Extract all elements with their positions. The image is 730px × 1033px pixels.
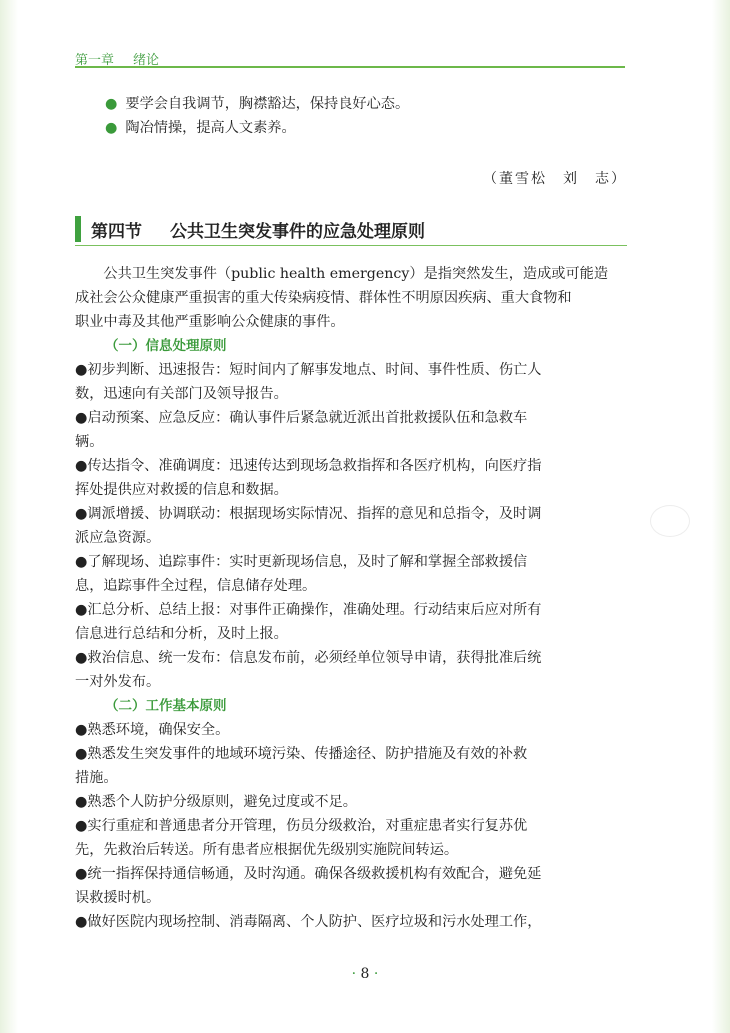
- list-item: ● 陶冶情操，提高人文素养。: [105, 120, 296, 136]
- intro-paragraph: 公共卫生突发事件（public health emergency）是指突然发生，造成或可能造 成社会公众健康严重损害的重大传染病疫情、群体性不明原因疾病、重大食物和 职业中毒及其他严重影响公众健康的事件。: [75, 266, 609, 330]
- section-rule: [75, 245, 627, 246]
- bullet-icon: ●: [75, 722, 88, 738]
- bullet-icon: ●: [75, 458, 88, 474]
- bullet-icon: ●: [75, 914, 88, 930]
- list-item: ●实行重症和普通患者分开管理，伤员分级救治，对重症患者实行复苏优 先，先救治后转送。所有患者应根据优先级别实施院间转运。: [75, 818, 528, 858]
- list-item: ●熟悉发生突发事件的地域环境污染、传播途径、防护措施及有效的补救 措施。: [75, 746, 528, 786]
- bullet-icon: ●: [75, 818, 88, 834]
- bullet-icon: ●: [75, 866, 88, 882]
- bullet-icon: ●: [75, 506, 88, 522]
- section-bar: [75, 216, 81, 242]
- section-title: 公共卫生突发事件的应急处理原则: [170, 222, 425, 242]
- section-heading: [75, 212, 627, 246]
- list-item: ●熟悉环境，确保安全。: [75, 722, 230, 738]
- section-number: 第四节: [91, 222, 142, 242]
- running-header: [75, 46, 625, 68]
- list-item: ●初步判断、迅速报告：短时间内了解事发地点、时间、事件性质、伤亡人 数，迅速向有关部门及领导报告。: [75, 362, 542, 402]
- list-item: ●熟悉个人防护分级原则，避免过度或不足。: [75, 794, 357, 810]
- chapter-title: 绪论: [133, 53, 160, 68]
- bullet-icon: ●: [75, 410, 88, 426]
- bullet-icon: ●: [75, 362, 88, 378]
- list-item: ● 要学会自我调节，胸襟豁达，保持良好心态。: [105, 96, 410, 112]
- list-item: ●汇总分析、总结上报：对事件正确操作，准确处理。行动结束后应对所有 信息进行总结和分析，及时上报。: [75, 602, 542, 642]
- list-item: ●传达指令、准确调度：迅速传达到现场急救指挥和各医疗机构，向医疗指 挥处提供应对救援的信息和数据。: [75, 458, 542, 498]
- list-item: ●了解现场、追踪事件：实时更新现场信息，及时了解和掌握全部救援信 息，追踪事件全过程，信息储存处理。: [75, 554, 528, 594]
- header-rule: [75, 66, 625, 68]
- work-principles-list: [75, 718, 627, 934]
- chapter-number: 第一章: [75, 53, 115, 68]
- list-item: ●调派增援、协调联动：根据现场实际情况、指挥的意见和总指令，及时调 派应急资源。: [75, 506, 542, 546]
- bullet-icon: ●: [75, 794, 88, 810]
- list-item: ●统一指挥保持通信畅通，及时沟通。确保各级救援机构有效配合，避免延 误救援时机。: [75, 866, 542, 906]
- list-item: ●做好医院内现场控制、消毒隔离、个人防护、医疗垃圾和污水处理工作，: [75, 914, 542, 930]
- list-item: ●启动预案、应急反应：确认事件后紧急就近派出首批救援队伍和急救车 辆。: [75, 410, 528, 450]
- bullet-icon: ●: [75, 602, 88, 618]
- subheading-work-principles: （二）工作基本原则: [105, 698, 227, 714]
- top-bullet-list: [75, 92, 627, 140]
- bullet-icon: ●: [75, 746, 88, 762]
- page-number: · 8 ·: [351, 966, 379, 982]
- info-principles-list: [75, 358, 627, 694]
- bullet-icon: ●: [75, 554, 88, 570]
- watermark-stamp: [650, 505, 690, 537]
- bullet-icon: ●: [75, 650, 88, 666]
- subheading-info-principles: （一）信息处理原则: [105, 338, 227, 354]
- author-credit: （董雪松 刘 志）: [483, 171, 627, 187]
- main-content: [75, 262, 627, 934]
- list-item: ●救治信息、统一发布：信息发布前，必须经单位领导申请，获得批准后统 一对外发布。: [75, 650, 542, 690]
